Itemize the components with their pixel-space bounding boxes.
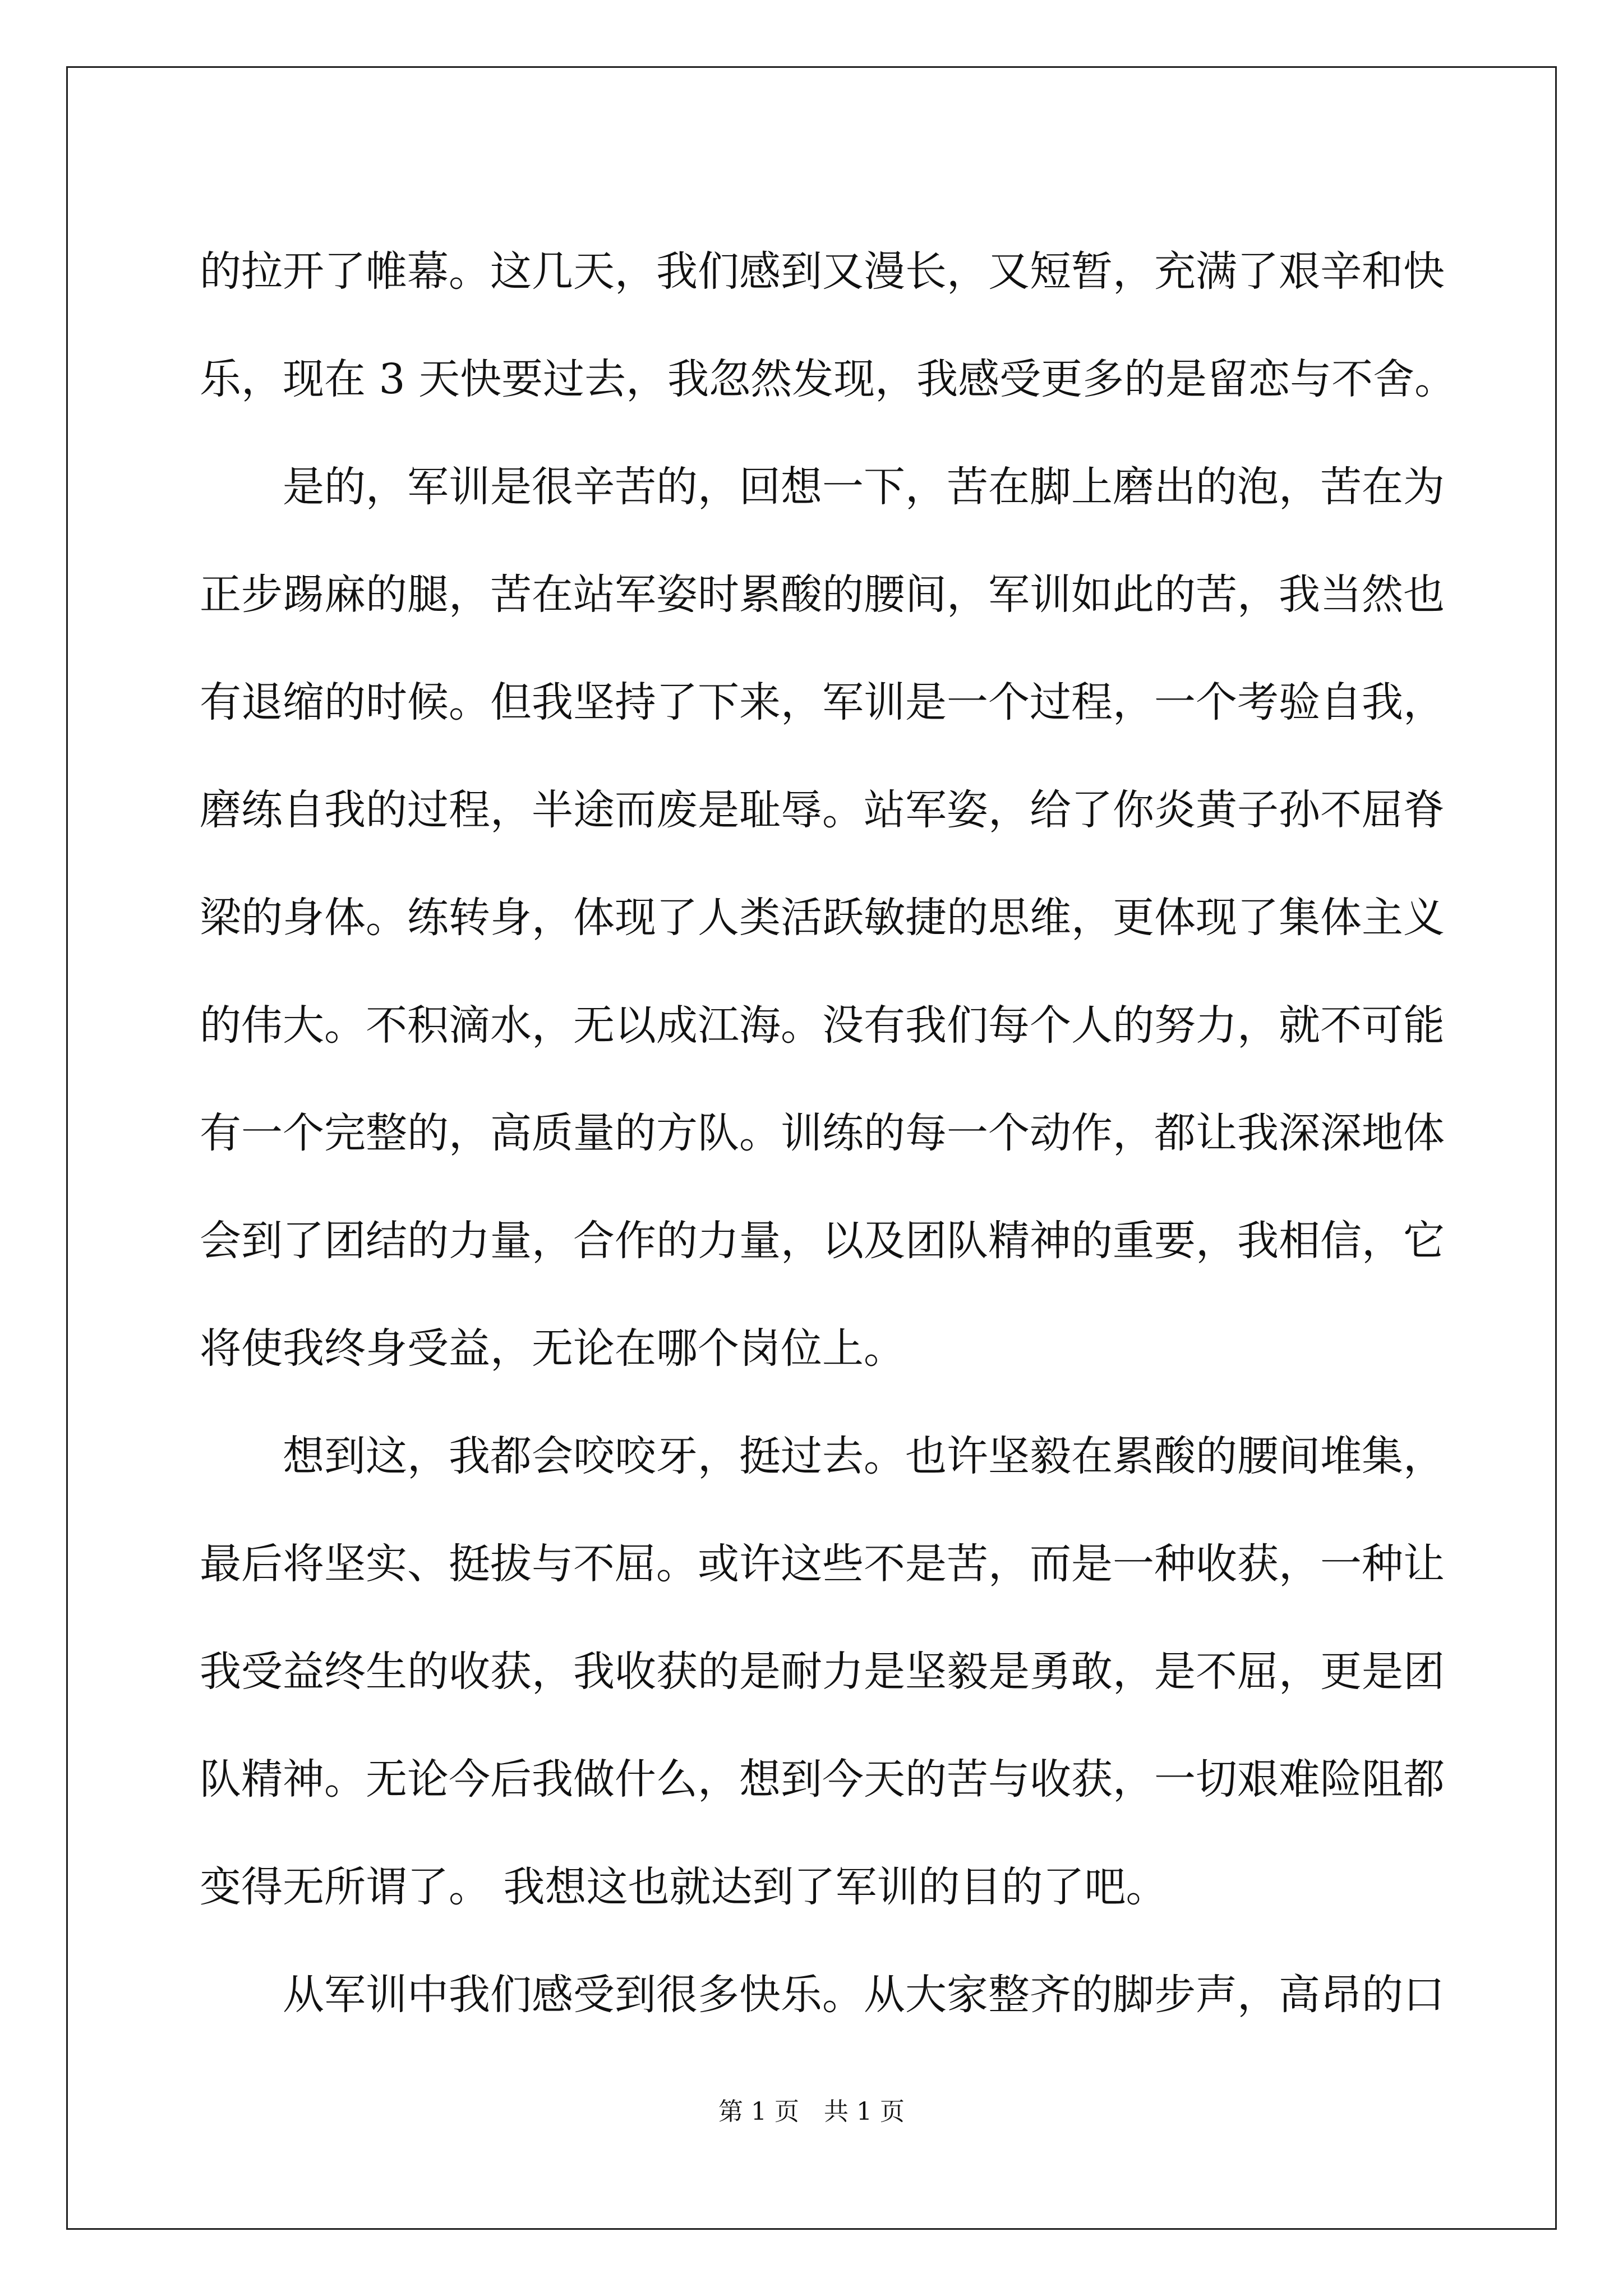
text-line: 变得无所谓了。 我想这也就达到了军训的目的了吧。 <box>200 1863 1168 1911</box>
text-line: 最后将坚实、挺拔与不屈。或许这些不是苦，而是一种收获，一种让 <box>200 1540 1445 1588</box>
document-body <box>200 218 1456 2049</box>
text-line: 磨练自我的过程，半途而废是耻辱。站军姿，给了你炎黄子孙不屈脊 <box>200 786 1445 834</box>
text-line: 会到了团结的力量，合作的力量，以及团队精神的重要，我相信，它 <box>200 1217 1445 1265</box>
text-line: 正步踢麻的腿，苦在站军姿时累酸的腰间，军训如此的苦，我当然也 <box>200 570 1445 619</box>
text-line: 梁的身体。练转身，体现了人类活跃敏捷的思维，更体现了集体主义 <box>200 894 1445 942</box>
text-line: 的伟大。不积滴水，无以成江海。没有我们每个人的努力，就不可能 <box>200 1001 1445 1050</box>
text-line: 想到这，我都会咬咬牙，挺过去。也许坚毅在累酸的腰间堆集， <box>283 1432 1445 1480</box>
text-line: 队精神。无论今后我做什么，想到今天的苦与收获，一切艰难险阻都 <box>200 1755 1445 1803</box>
text-line: 的拉开了帷幕。这几天，我们感到又漫长，又短暂，充满了艰辛和快 <box>200 247 1445 296</box>
text-line: 有退缩的时候。但我坚持了下来，军训是一个过程，一个考验自我， <box>200 678 1445 726</box>
page-footer: 第 1 页 共 1 页 <box>718 2097 905 2126</box>
text-line: 将使我终身受益，无论在哪个岗位上。 <box>200 1324 905 1373</box>
text-line: 乐，现在 3 天快要过去，我忽然发现，我感受更多的是留恋与不舍。 <box>200 355 1456 403</box>
text-line: 是的，军训是很辛苦的，回想一下，苦在脚上磨出的泡，苦在为 <box>283 463 1445 511</box>
text-line: 我受益终生的收获，我收获的是耐力是坚毅是勇敢，是不屈，更是团 <box>200 1648 1445 1696</box>
text-line: 有一个完整的，高质量的方队。训练的每一个动作，都让我深深地体 <box>200 1109 1445 1157</box>
text-line: 从军训中我们感受到很多快乐。从大家整齐的脚步声，高昂的口 <box>283 1971 1445 2019</box>
